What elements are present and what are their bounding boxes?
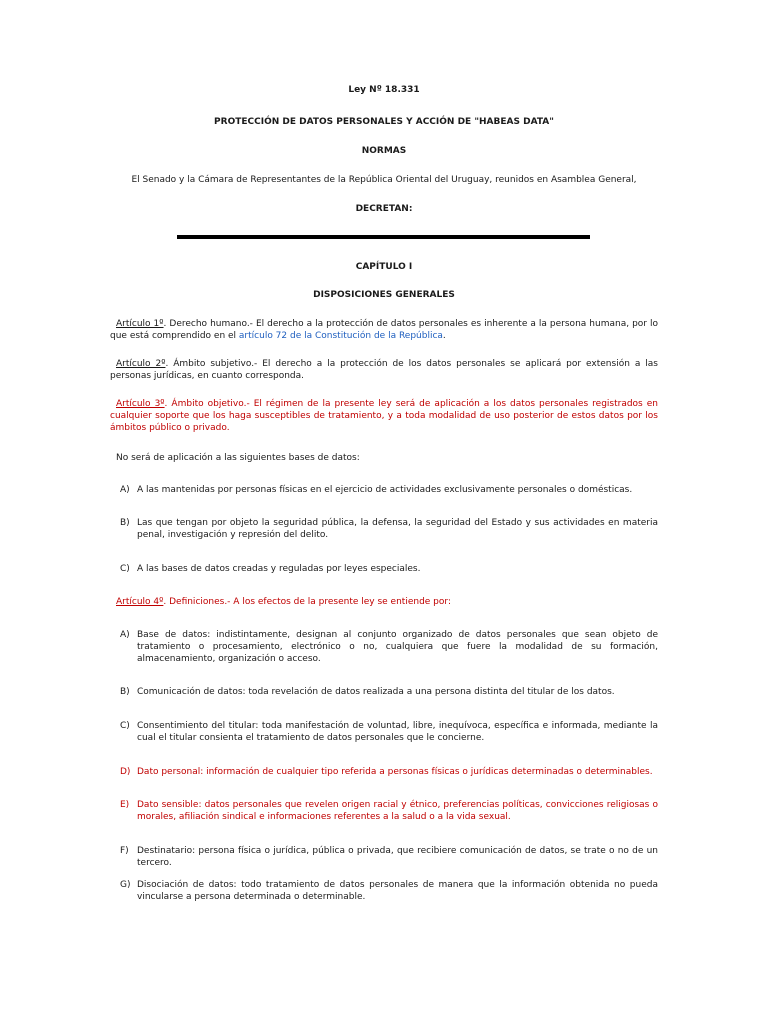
article-1-ref[interactable]: Artículo 1º <box>116 319 164 329</box>
chapter-label: CAPÍTULO I <box>355 262 413 272</box>
article-3 <box>110 398 658 434</box>
constitution-link[interactable]: artículo 72 de la Constitución de la República <box>238 331 443 341</box>
chapter-name: DISPOSICIONES GENERALES <box>313 290 455 300</box>
article-3-title: . Ámbito objetivo.- <box>164 399 250 409</box>
article-2-ref[interactable]: Artículo 2º <box>116 359 166 369</box>
article-4 <box>110 596 658 608</box>
article-4-title: . Definiciones.- <box>163 597 231 607</box>
law-number: Ley Nº 18.331 <box>348 85 420 95</box>
document-page: Ley Nº 18.331 PROTECCIÓN DE DATOS PERSONALES Y ACCIÓN DE "HABEAS DATA" NORMAS El Senado y la Cámara de Representantes de la República Oriental del Uruguay, reunidos en Asamblea General, DECRETAN: CAPÍTULO I DISPOSICIONES GENERALES Artículo 1º. Derecho humano.- El derecho a la protección de datos personales es inherente a la persona humana, por lo que está comprendido en el artículo 72 de la Constitución de la República. Artículo 2º. Ámbito subjetivo.- El derecho a la protección de los datos personales se aplicará por extensión a las personas jurídicas, en cuanto corresponda. Artículo 3º. Ámbito objetivo.- El régimen de la presente ley será de aplicación a los datos personales registrados en cualquier soporte que los haga susceptibles de tratamiento, y a toda modalidad de uso posterior de estos datos por los ámbitos público o privado. No será de aplicación a las siguientes bases de datos: A) A las mantenidas por personas físicas en el ejercicio de actividades exclusivamente personales o domésticas. B) Las que tengan por objeto la seguridad pública, la defensa, la seguridad del Estado y sus actividades en materia penal, investigación y represión del delito. C) A las bases de datos creadas y reguladas por leyes especiales. Artículo 4º. Definiciones.- A los efectos de la presente ley se entiende por: A) Base de datos: indistintamente, designan al conjunto organizado de datos personales que sean objeto de tratamiento o procesamiento, electrónico o no, cualquiera que fuere la modalidad de su formación, almacenamiento, organización o acceso. B) Comunicación de datos: toda revelación de datos realizada a una persona distinta del titular de los datos. C) Consentimiento del titular: toda manifestación de voluntad, libre, inequívoca, específica e informada, mediante la cual el titular consienta el tratamiento de datos personales que le concierne. D) Dato personal: información de cualquier tipo referida a personas físicas o jurídicas determinadas o determinables. E) Dato sensible: datos personales que revelen origen racial y étnico, preferencias políticas, convicciones religiosas o morales, afiliación sindical e informaciones referentes a la salud o a la vida sexual. F) Destinatario: persona física o jurídica, pública o privada, que recibiere comunicación de datos, se trate o no de un tercero. G) Disociación de datos: todo tratamiento de datos personales de manera que la información obtenida no pueda vincularse a persona determinada o determinable. <box>0 0 768 1024</box>
decretan: DECRETAN: <box>355 204 413 214</box>
preamble: El Senado y la Cámara de Representantes de la República Oriental del Uruguay, reunidos en Asamblea General, <box>131 175 637 185</box>
article-2-text: El derecho a la protección de los datos personales se aplicará por extensión a las personas jurídicas, en cuanto corresponda. <box>110 359 658 381</box>
article-4-ref[interactable]: Artículo 4º <box>116 597 164 607</box>
section-normas: NORMAS <box>361 146 407 156</box>
article-1-end: . <box>442 331 446 341</box>
law-title: PROTECCIÓN DE DATOS PERSONALES Y ACCIÓN DE "HABEAS DATA" <box>214 117 554 127</box>
article-4-text: A los efectos de la presente ley se entiende por: <box>230 597 451 607</box>
horizontal-rule <box>177 235 590 239</box>
article-2-title: . Ámbito subjetivo.- <box>165 359 258 369</box>
article-1 <box>110 318 658 342</box>
article-2 <box>110 358 658 382</box>
article-3-text: El régimen de la presente ley será de aplicación a los datos personales registrados en cualquier soporte que los haga susceptibles de tratamiento, y a toda modalidad de uso posterior de estos datos por los ámbitos público o privado. <box>110 399 659 433</box>
article-1-text: El derecho a la protección de datos personales es inherente a la persona humana, por lo que está comprendido en el <box>110 319 659 341</box>
article-1-title: . Derecho humano.- <box>163 319 253 329</box>
no-aplica-intro: No será de aplicación a las siguientes bases de datos: <box>116 453 360 463</box>
article-3-ref[interactable]: Artículo 3º <box>116 399 165 409</box>
